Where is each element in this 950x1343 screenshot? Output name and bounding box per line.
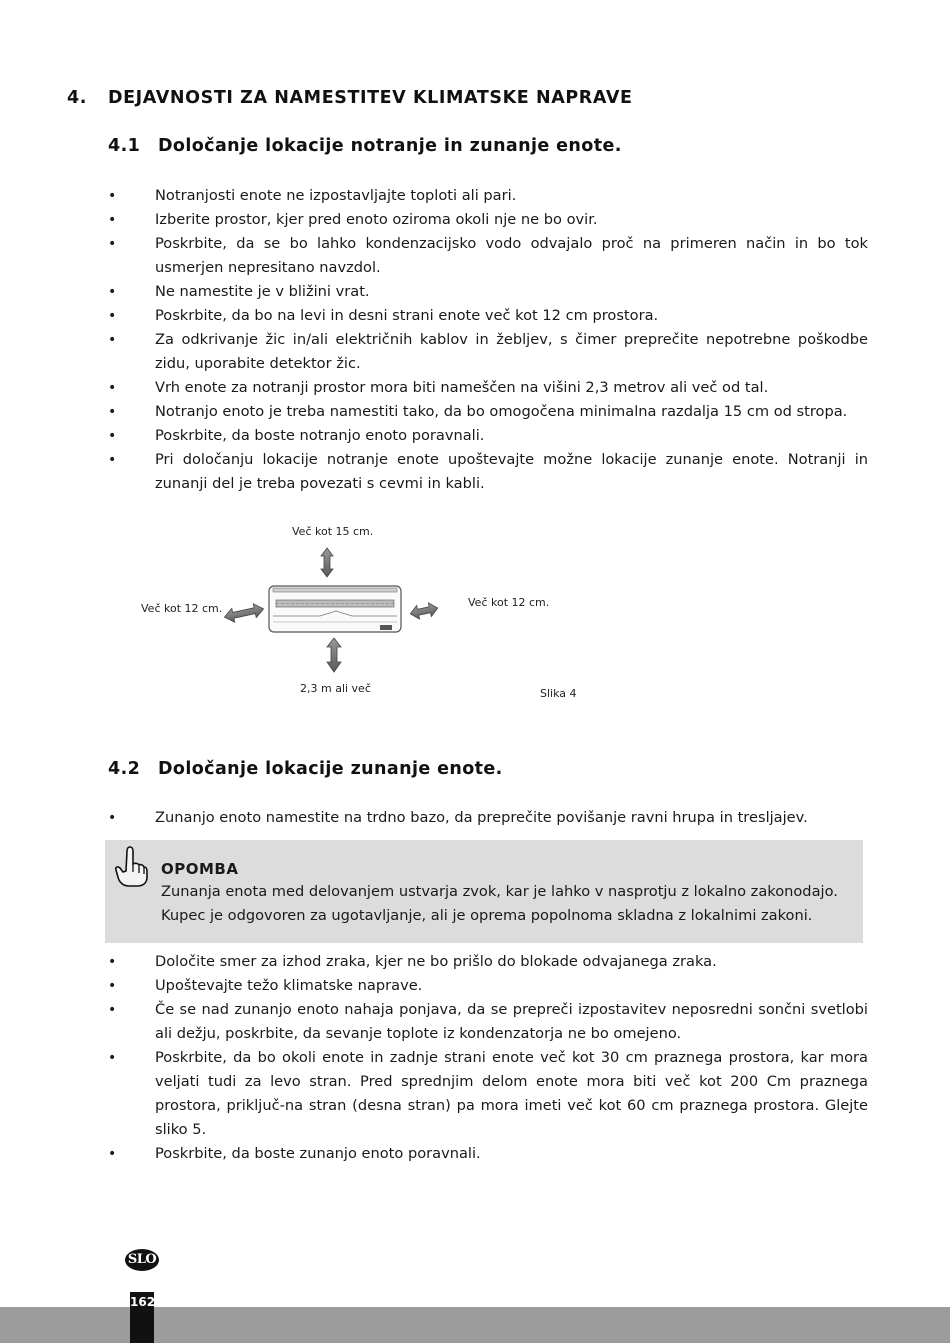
bottom-clearance-label: 2,3 m ali več	[300, 682, 371, 695]
outdoor-bullet-list-2	[108, 950, 868, 1166]
section-title: DEJAVNOSTI ZA NAMESTITEV KLIMATSKE NAPRAVE	[108, 88, 633, 108]
left-clearance-label: Več kot 12 cm.	[141, 602, 223, 615]
note-text	[161, 880, 841, 928]
pointing-hand-icon	[110, 844, 150, 888]
note-title: OPOMBA	[161, 860, 239, 878]
outdoor-bullet-list-1	[108, 806, 868, 830]
list-item: • Vrh enote za notranji prostor mora biti nameščen na višini 2,3 metrov ali več od tal.	[108, 376, 868, 400]
note-line: Kupec je odgovoren za ugotavljanje, ali je oprema popolnoma skladna z lokalnimi zakoni.	[161, 907, 813, 924]
list-item: • Zunanjo enoto namestite na trdno bazo, da preprečite povišanje ravni hrupa in tresljajev.	[108, 806, 868, 830]
note-box	[105, 840, 863, 943]
top-clearance-label: Več kot 15 cm.	[292, 525, 374, 538]
list-item: • Poskrbite, da boste zunanjo enoto poravnali.	[108, 1142, 868, 1166]
clearance-figure	[0, 510, 950, 720]
top-arrow-icon	[321, 548, 333, 577]
section-heading	[67, 88, 633, 108]
clearance-diagram	[0, 510, 950, 720]
list-item: • Poskrbite, da bo na levi in desni strani enote več kot 12 cm prostora.	[108, 304, 868, 328]
subsection-title: Določanje lokacije zunanje enote.	[158, 759, 503, 779]
language-badge: SLO	[125, 1249, 159, 1271]
note-line: Zunanja enota med delovanjem ustvarja zvok, kar je lahko v nasprotju z lokalno zakonodajo.	[161, 883, 838, 900]
figure-caption: Slika 4	[540, 687, 577, 700]
indoor-unit-icon	[269, 586, 401, 632]
list-item: • Notranjosti enote ne izpostavljajte toploti ali pari.	[108, 184, 868, 208]
bottom-arrow-icon	[327, 638, 341, 672]
list-item: • Pri določanju lokacije notranje enote upoštevajte možne lokacije zunanje enote. Notranji in zunanji del je treba povezati s cevmi in kabli.	[108, 448, 868, 496]
left-arrow-icon	[223, 602, 265, 624]
location-bullet-list	[108, 184, 868, 496]
list-item: • Za odkrivanje žic in/ali električnih kablov in žebljev, s čimer preprečite nepotrebne poškodbe zidu, uporabite detektor žic.	[108, 328, 868, 376]
list-item: • Poskrbite, da se bo lahko kondenzacijsko vodo odvajalo proč na primeren način in bo tok usmerjen nepresitano navzdol.	[108, 232, 868, 280]
list-item: • Izberite prostor, kjer pred enoto oziroma okoli nje ne bo ovir.	[108, 208, 868, 232]
right-clearance-label: Več kot 12 cm.	[468, 596, 550, 609]
subsection-heading-4-2	[108, 759, 503, 779]
list-item: • Poskrbite, da boste notranjo enoto poravnali.	[108, 424, 868, 448]
list-item: • Notranjo enoto je treba namestiti tako, da bo omogočena minimalna razdalja 15 cm od stropa.	[108, 400, 868, 424]
section-number: 4.	[67, 88, 88, 108]
subsection-title: Določanje lokacije notranje in zunanje enote.	[158, 136, 622, 156]
list-item: • Poskrbite, da bo okoli enote in zadnje strani enote več kot 30 cm praznega prostora, kar mora veljati tudi za levo stran. Pred sprednjim delom enote mora biti več kot 200 Cm praznega prostora, priključ-na stran (desna stran) pa mora imeti več kot 60 cm praznega prostora. Glejte sliko 5.	[108, 1046, 868, 1142]
list-item: • Določite smer za izhod zraka, kjer ne bo prišlo do blokade odvajanega zraka.	[108, 950, 868, 974]
subsection-number: 4.2	[108, 759, 141, 779]
list-item: • Upoštevajte težo klimatske naprave.	[108, 974, 868, 998]
page-number: 162	[130, 1292, 154, 1343]
subsection-number: 4.1	[108, 136, 141, 156]
list-item: • Ne namestite je v bližini vrat.	[108, 280, 868, 304]
right-arrow-icon	[409, 601, 439, 621]
list-item: • Če se nad zunanjo enoto nahaja ponjava, da se prepreči izpostavitev neposredni sončni svetlobi ali dežju, poskrbite, da sevanje toplote iz kondenzatorja ne bo omejeno.	[108, 998, 868, 1046]
subsection-heading-4-1	[108, 136, 622, 156]
